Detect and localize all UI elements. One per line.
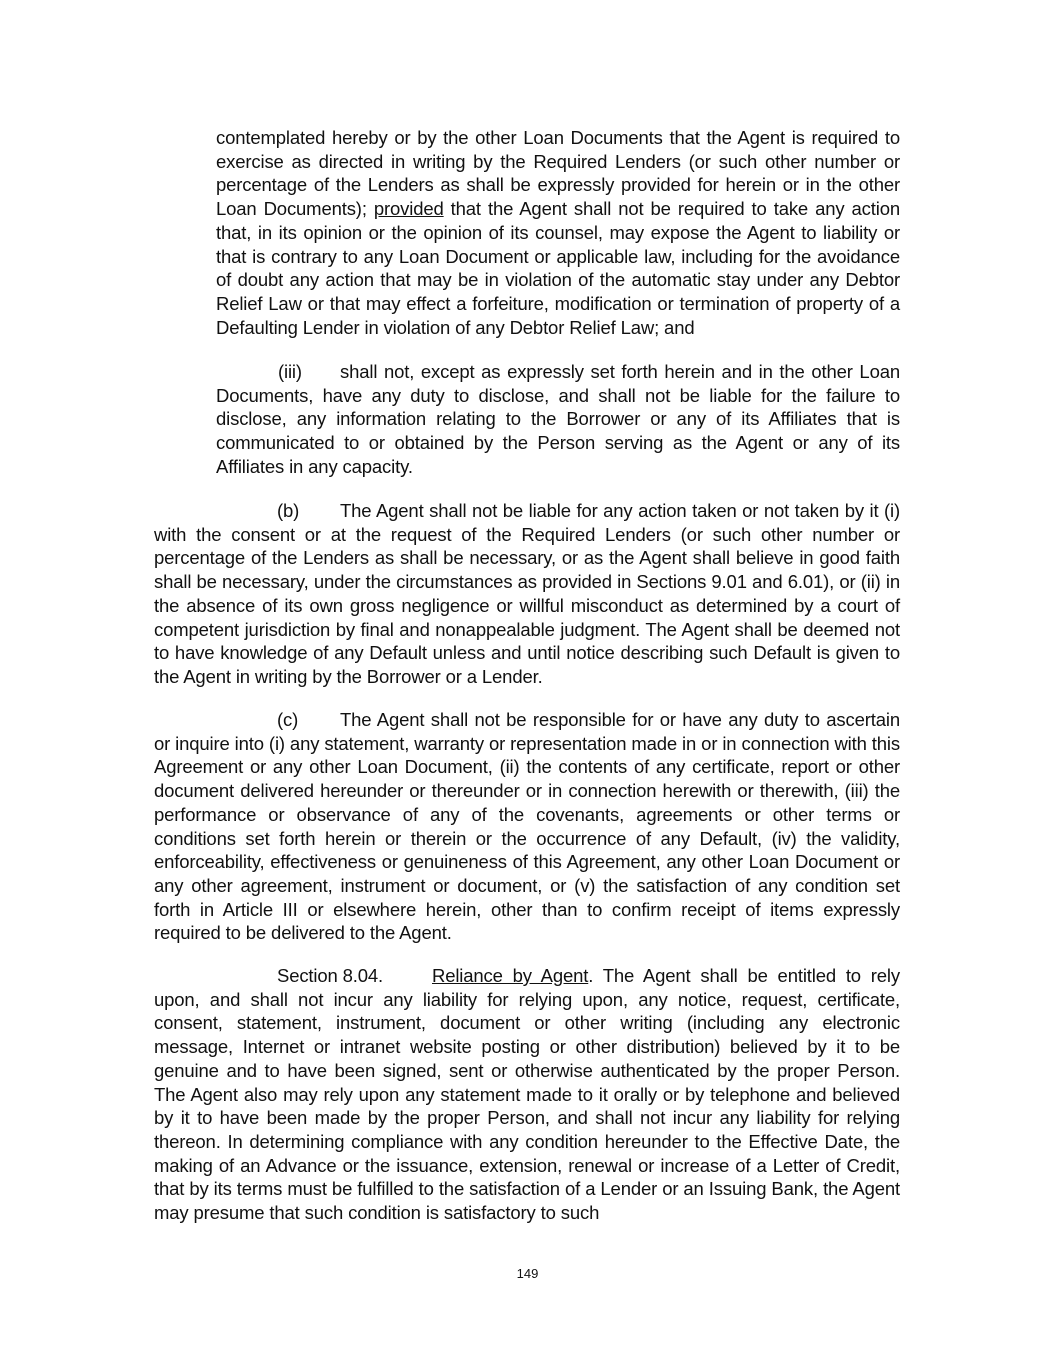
paragraph-continuation xyxy=(216,126,900,339)
section-8-04-text: . The Agent shall be entitled to rely upon, and shall not incur any liability for relying upon, any notice, request, certificate, consent, statement, instrument, document or other writing (including any electronic message, Internet or intranet website posting or other distribution) believed by it to be genuine and to have been signed, sent or otherwise authenticated by the proper Person. The Agent also may rely upon any statement made to it orally or by telephone and believed by it to have been made by the proper Person, and shall not incur any liability for relying thereon. In determining compliance with any condition hereunder to the Effective Date, the making of an Advance or the issuance, extension, renewal or increase of a Letter of Credit, that by its terms must be fulfilled to the satisfaction of a Lender or an Issuing Bank, the Agent may presume that such condition is satisfactory to such xyxy=(154,965,900,1224)
page-number: 149 xyxy=(516,1266,539,1281)
paragraph-continuation-rest: that the Agent shall not be required to take any action that, in its opinion or the opinion of its counsel, may expose the Agent to liability or that is contrary to any Loan Document or applicable law, including for the avoidance of doubt any action that may be in violation of the automatic stay under any Debtor Relief Law or that may effect a forfeiture, modification or termination of property of a Defaulting Lender in violation of any Debtor Relief Law; and xyxy=(216,198,900,338)
paragraph-continuation-lead: contemplated hereby or by the other Loan Documents that the Agent is required to exercise as directed in writing by the Required Lenders (or such other number or percentage of the Lenders as shall be expressly provided for herein or in the other Loan Documents); xyxy=(216,127,900,220)
paragraph-iii-label: (iii) xyxy=(278,361,302,382)
paragraph-iii xyxy=(216,360,900,479)
paragraph-c-label: (c) xyxy=(277,709,299,730)
paragraph-b xyxy=(154,499,900,689)
section-8-04-heading: Reliance by Agent xyxy=(432,965,589,986)
section-8-04 xyxy=(154,964,900,1225)
paragraph-b-label: (b) xyxy=(277,500,300,521)
paragraph-iii-text: shall not, except as expressly set forth herein and in the other Loan Documents, have any duty to disclose, and shall not be liable for the failure to disclose, any information relating to the Borrower or any of its Affiliates that is communicated to or obtained by the Person serving as the Agent or any of its Affiliates in any capacity. xyxy=(216,361,900,477)
paragraph-c-text: The Agent shall not be responsible for or have any duty to ascertain or inquire into (i) any statement, warranty or representation made in or in connection with this Agreement or any other Loan Document, (ii) the contents of any certificate, report or other document delivered hereunder or thereunder or in connection herewith or therewith, (iii) the performance or observance of any of the covenants, agreements or other terms or conditions set forth herein or therein or the occurrence of any Default, (iv) the validity, enforceability, effectiveness or genuineness of this Agreement, any other Loan Document or any other agreement, instrument or document, or (v) the satisfaction of any condition set forth in Article III or elsewhere herein, other than to confirm receipt of items expressly required to be delivered to the Agent. xyxy=(154,709,900,944)
section-8-04-number: Section 8.04. xyxy=(277,965,384,986)
paragraph-b-text: The Agent shall not be liable for any action taken or not taken by it (i) with the consent or at the request of the Required Lenders (or such other number or percentage of the Lenders as shall be necessary, or as the Agent shall believe in good faith shall be necessary, under the circumstances as provided in Sections 9.01 and 6.01), or (ii) in the absence of its own gross negligence or willful misconduct as determined by a court of competent jurisdiction by final and nonappealable judgment. The Agent shall be deemed not to have knowledge of any Default unless and until notice describing such Default is given to the Agent in writing by the Borrower or a Lender. xyxy=(154,500,900,687)
paragraph-c xyxy=(154,708,900,945)
provided-term: provided xyxy=(373,198,444,220)
